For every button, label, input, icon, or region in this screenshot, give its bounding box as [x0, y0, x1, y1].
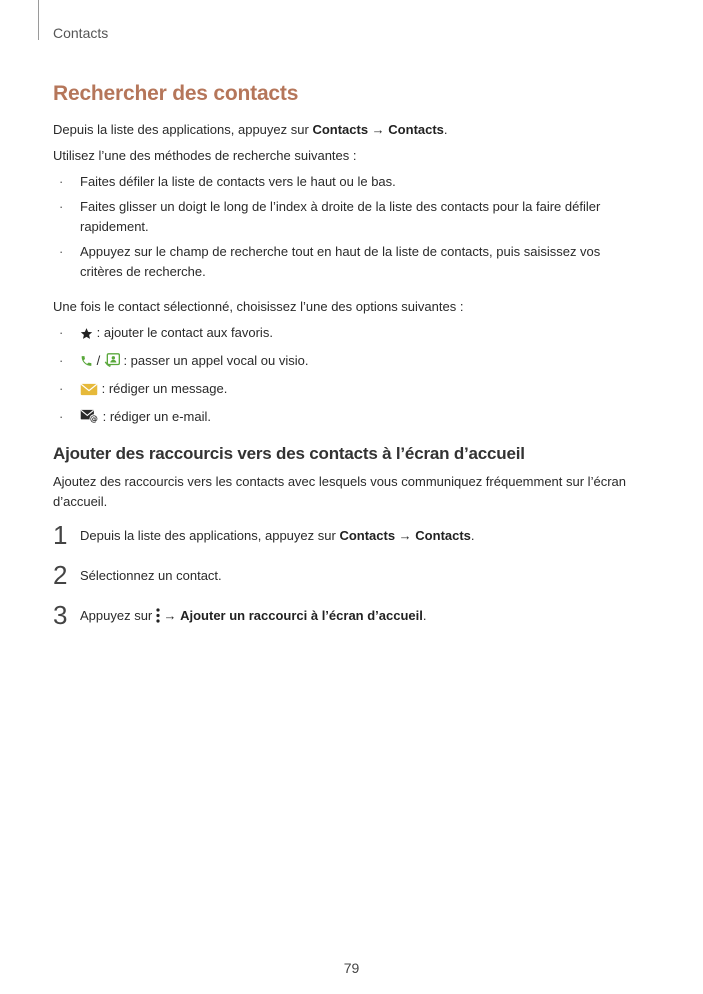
step-number: 2 [53, 560, 68, 590]
list-item: · Faites glisser un doigt le long de l’index à droite de la liste des contacts pour la faire défiler rapidement. [53, 197, 643, 237]
section-title-search: Rechercher des contacts [53, 82, 299, 105]
star-icon [80, 326, 93, 346]
step-item: 3 Appuyez sur → Ajouter un raccourci à l’écran d’accueil. [53, 600, 427, 630]
list-item-call: · / : passer un appel vocal ou visio. [53, 351, 643, 374]
step-item: 1 Depuis la liste des applications, appuyez sur Contacts → Contacts. [53, 520, 475, 550]
step-number: 1 [53, 520, 68, 550]
svg-text:@: · @ [89, 414, 98, 424]
section-title-shortcuts: Ajouter des raccourcis vers des contacts à l’écran d’accueil [53, 444, 525, 463]
page-content [53, 82, 643, 646]
list-item: · Appuyez sur le champ de recherche tout en haut de la liste de contacts, puis saisissez vos critères de recherche. [53, 242, 643, 282]
section-header: Contacts [53, 25, 109, 41]
shortcut-steps [53, 520, 643, 646]
methods-list [53, 172, 643, 282]
methods-intro: Utilisez l’une des méthodes de recherche suivantes : [53, 148, 357, 163]
list-item-email: · @ : rédiger un e-mail. [53, 407, 643, 430]
search-intro: Depuis la liste des applications, appuyez sur Contacts → Contacts. [53, 122, 448, 137]
header-divider [38, 0, 39, 40]
page-number: 79 [343, 960, 360, 976]
phone-icon [80, 354, 93, 374]
list-item-favorite: · : ajouter le contact aux favoris. [53, 323, 643, 346]
list-item-message: · : rédiger un message. [53, 379, 643, 402]
list-item: · Faites défiler la liste de contacts vers le haut ou le bas. [53, 172, 643, 192]
video-call-icon [104, 353, 120, 374]
shortcuts-intro: Ajoutez des raccourcis vers les contacts avec lesquels vous communiquez fréquemment sur l’écran d’accueil. [53, 474, 626, 509]
step-number: 3 [53, 600, 68, 630]
options-intro: Une fois le contact sélectionné, choisissez l’une des options suivantes : [53, 299, 464, 314]
options-list [53, 323, 643, 430]
email-icon [80, 409, 99, 430]
message-icon [80, 382, 98, 402]
step-item: 2 Sélectionnez un contact. [53, 560, 222, 590]
